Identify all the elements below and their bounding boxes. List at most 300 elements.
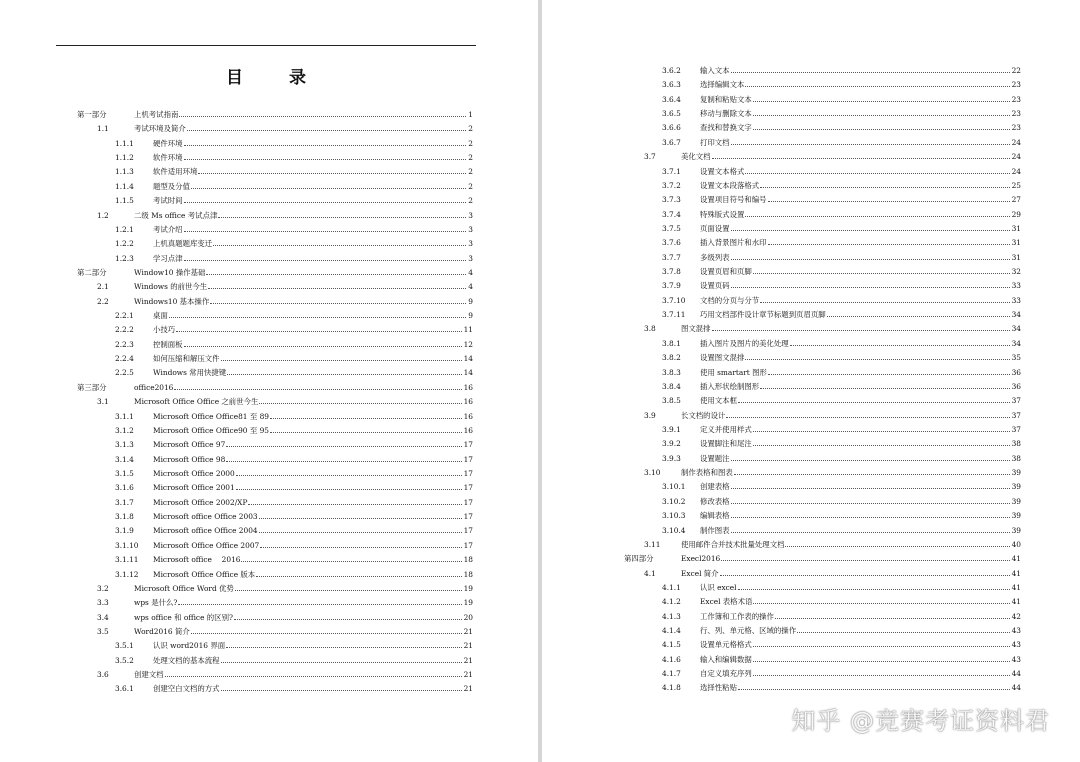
toc-entry[interactable] xyxy=(77,566,473,579)
toc-entry[interactable] xyxy=(624,407,1021,420)
toc-entry-page: 44 xyxy=(1011,683,1021,693)
toc-entry[interactable] xyxy=(624,435,1021,448)
toc-leader-dots xyxy=(259,532,462,533)
toc-entry-title: Microsoft office Office 2003 xyxy=(153,512,258,522)
toc-entry-number: 3.1.10 xyxy=(115,540,139,550)
toc-leader-dots xyxy=(208,288,466,289)
toc-entry-number: 4.1.4 xyxy=(662,626,681,636)
toc-entry[interactable] xyxy=(77,522,473,535)
toc-leader-dots xyxy=(213,245,466,246)
toc-entry[interactable] xyxy=(77,551,473,564)
toc-leader-dots xyxy=(184,260,467,261)
toc-entry[interactable] xyxy=(624,320,1021,333)
toc-entry[interactable] xyxy=(624,651,1021,664)
toc-entry-title: 设置单元格格式 xyxy=(700,640,752,650)
toc-entry-page: 35 xyxy=(1011,353,1021,363)
toc-leader-dots xyxy=(270,432,462,433)
toc-entry[interactable] xyxy=(77,680,473,693)
toc-leader-dots xyxy=(745,359,1009,360)
toc-entry-page: 39 xyxy=(1011,511,1021,521)
toc-entry[interactable] xyxy=(624,536,1021,549)
toc-entry[interactable] xyxy=(624,593,1021,606)
toc-entry[interactable] xyxy=(77,379,473,392)
toc-entry-page: 19 xyxy=(463,583,473,593)
toc-leader-dots xyxy=(184,159,467,160)
toc-entry-number: 3.7.11 xyxy=(662,310,686,320)
toc-entry-title: 行、列、单元格、区域的操作 xyxy=(700,626,797,636)
toc-entry-title: Microsoft Office 2001 xyxy=(153,483,235,493)
toc-entry-title: 自定义填充序列 xyxy=(700,669,752,679)
toc-entry[interactable] xyxy=(624,550,1021,563)
toc-entry-title: 创建表格 xyxy=(700,482,730,492)
toc-leader-dots xyxy=(270,418,462,419)
toc-entry-number: 3.10 xyxy=(644,468,661,478)
toc-leader-dots xyxy=(721,560,1009,561)
toc-entry-title: 设置页眉和页脚 xyxy=(700,267,752,277)
toc-leader-dots xyxy=(734,474,1010,475)
toc-entry-page: 31 xyxy=(1011,252,1021,262)
toc-entry-page: 17 xyxy=(463,540,473,550)
toc-entry-title: 设置页码 xyxy=(700,281,730,291)
toc-entry-number: 3.4 xyxy=(97,612,109,622)
toc-leader-dots xyxy=(234,619,462,620)
toc-entry[interactable] xyxy=(77,321,473,334)
toc-entry[interactable] xyxy=(624,392,1021,405)
toc-entry-title: 使用文本框 xyxy=(700,396,737,406)
toc-entry[interactable] xyxy=(77,250,473,263)
toc-entry[interactable] xyxy=(624,507,1021,520)
toc-entry-title: Microsoft Office 2002/XP xyxy=(153,497,248,507)
toc-entry-title: 多级列表 xyxy=(700,252,730,262)
toc-entry-title: 二级 Ms office 考试点津 xyxy=(134,210,218,220)
toc-leader-dots xyxy=(768,244,1010,245)
toc-leader-dots xyxy=(827,316,1010,317)
toc-entry-page: 25 xyxy=(1011,180,1021,190)
toc-entry[interactable] xyxy=(624,464,1021,477)
toc-entry-title: Word2016 简介 xyxy=(134,626,190,636)
toc-entry-page: 21 xyxy=(463,626,473,636)
toc-entry-number: 4.1.2 xyxy=(662,597,681,607)
toc-entry[interactable] xyxy=(77,465,473,478)
toc-entry-page: 43 xyxy=(1011,626,1021,636)
toc-entry-title: 查找和替换文字 xyxy=(700,123,752,133)
toc-entry-page: 4 xyxy=(468,267,473,277)
toc-entry-page: 2 xyxy=(468,167,473,177)
toc-entry-title: 设置脚注和尾注 xyxy=(700,439,752,449)
toc-entry-number: 3.6.4 xyxy=(662,94,681,104)
toc-entry-number: 3.9.2 xyxy=(662,439,681,449)
toc-entry-number: 1.1 xyxy=(97,124,109,134)
toc-entry-page: 37 xyxy=(1011,396,1021,406)
toc-entry[interactable] xyxy=(624,421,1021,434)
toc-entry-title: Microsoft Office Office 之前世今生 xyxy=(134,397,259,407)
toc-entry[interactable] xyxy=(624,119,1021,132)
toc-entry-title: 巧用文档部件设计章节标题到页眉页脚 xyxy=(700,310,826,320)
toc-entry-number: 3.1.11 xyxy=(115,555,139,565)
toc-entry[interactable] xyxy=(624,565,1021,578)
toc-leader-dots xyxy=(731,72,1010,73)
toc-entry-title: 题型及分值 xyxy=(153,181,190,191)
toc-entry-page: 41 xyxy=(1011,582,1021,592)
toc-entry[interactable] xyxy=(624,62,1021,75)
toc-entry-page: 29 xyxy=(1011,209,1021,219)
toc-entry-number: 3.5 xyxy=(97,626,109,636)
toc-entry[interactable] xyxy=(624,579,1021,592)
toc-leader-dots xyxy=(176,331,461,332)
toc-entry-number: 3.9.1 xyxy=(662,425,681,434)
toc-entry-number: 1.2.1 xyxy=(115,224,134,234)
toc-entry-page: 43 xyxy=(1011,654,1021,664)
toc-entry-title: 上机真题题库变迁 xyxy=(153,239,213,249)
toc-entry-title: 图文混排 xyxy=(681,324,711,334)
toc-entry[interactable] xyxy=(624,364,1021,377)
toc-entry[interactable] xyxy=(624,249,1021,262)
toc-entry-page: 44 xyxy=(1011,669,1021,679)
toc-entry-page: 17 xyxy=(463,440,473,450)
toc-entry-page: 17 xyxy=(463,497,473,507)
toc-leader-dots xyxy=(174,389,461,390)
toc-entry-number: 3.7.8 xyxy=(662,267,681,277)
toc-entry-title: Microsoft Office Word 优势 xyxy=(134,583,234,593)
toc-entry-number: 3.10.4 xyxy=(662,525,686,535)
toc-entry-number: 3.6.2 xyxy=(662,66,681,75)
watermark-text: 知乎 @竞赛考证资料君 xyxy=(791,707,1050,735)
toc-entry[interactable] xyxy=(624,206,1021,219)
toc-entry-title: Windows 常用快捷键 xyxy=(153,368,227,378)
toc-entry-title: 如何压缩和解压文件 xyxy=(153,354,220,364)
toc-leader-dots xyxy=(260,547,461,548)
toc-entry-title: 控制面板 xyxy=(153,339,183,349)
toc-entry[interactable] xyxy=(624,478,1021,491)
toc-entry-number: 3.6.3 xyxy=(662,80,681,90)
toc-leader-dots xyxy=(745,216,1009,217)
toc-entry-number: 2.2.2 xyxy=(115,325,134,335)
toc-leader-dots xyxy=(785,546,1009,547)
toc-entry-page: 33 xyxy=(1011,295,1021,305)
toc-entry-title: 软件适用环境 xyxy=(153,167,198,177)
toc-entry[interactable] xyxy=(624,105,1021,118)
toc-leader-dots xyxy=(259,518,462,519)
toc-entry-number: 2.1 xyxy=(97,282,109,292)
toc-entry-page: 24 xyxy=(1011,166,1021,176)
toc-entry-number: 3.1.9 xyxy=(115,526,134,536)
toc-entry[interactable] xyxy=(624,234,1021,247)
toc-leader-dots xyxy=(179,116,466,117)
toc-entry[interactable] xyxy=(624,220,1021,233)
toc-entry-number: 2.2 xyxy=(97,296,109,306)
toc-entry-page: 16 xyxy=(463,411,473,421)
toc-leader-dots xyxy=(726,417,1009,418)
toc-entry-number: 3.6.1 xyxy=(115,684,134,694)
toc-entry-number: 3.8.4 xyxy=(662,381,681,391)
toc-entry[interactable] xyxy=(77,293,473,306)
toc-entry[interactable] xyxy=(77,508,473,521)
toc-entry-title: Excel 表格术语 xyxy=(700,597,753,607)
toc-entry-number: 2.2.5 xyxy=(115,368,134,378)
toc-entry[interactable] xyxy=(624,349,1021,362)
toc-entry-page: 21 xyxy=(463,670,473,680)
toc-entry[interactable] xyxy=(77,436,473,449)
toc-entry-title: 编辑表格 xyxy=(700,511,730,521)
toc-leader-dots xyxy=(184,202,467,203)
toc-entry[interactable] xyxy=(624,622,1021,635)
toc-entry-page: 17 xyxy=(463,526,473,536)
toc-entry-title: 打印文档 xyxy=(700,137,730,147)
toc-entry-page: 42 xyxy=(1011,611,1021,621)
toc-entry-title: 插入图片及图片的美化处理 xyxy=(700,338,789,348)
toc-entry-page: 34 xyxy=(1011,324,1021,334)
toc-entry[interactable] xyxy=(77,350,473,363)
toc-entry[interactable] xyxy=(77,666,473,679)
toc-entry-title: 美化文档 xyxy=(681,152,711,162)
toc-entry-page: 1 xyxy=(468,110,473,119)
toc-leader-dots xyxy=(753,115,1010,116)
toc-entry[interactable] xyxy=(624,292,1021,305)
toc-entry-title: 制作表格和图表 xyxy=(681,468,733,478)
toc-entry[interactable] xyxy=(624,665,1021,678)
toc-entry-number: 4.1.8 xyxy=(662,683,681,693)
toc-entry-number: 3.1.4 xyxy=(115,454,134,464)
toc-entry-title: office2016 xyxy=(134,382,174,392)
toc-entry-title: 制作图表 xyxy=(700,525,730,535)
toc-entry-title: 创建文档 xyxy=(134,670,164,680)
toc-entry-page: 9 xyxy=(468,311,473,321)
toc-leader-dots xyxy=(731,144,1010,145)
toc-entry-title: 长文档的设计 xyxy=(681,410,726,420)
toc-entry[interactable] xyxy=(77,278,473,291)
toc-entry-title: 桌面 xyxy=(153,311,168,321)
toc-entry-number: 3.1.3 xyxy=(115,440,134,450)
toc-entry-number: 1.1.1 xyxy=(115,138,134,148)
toc-entry[interactable] xyxy=(77,451,473,464)
toc-entry-page: 2 xyxy=(468,138,473,148)
toc-entry[interactable] xyxy=(77,207,473,220)
toc-leader-dots xyxy=(738,689,1010,690)
toc-entry-number: 3.8 xyxy=(644,324,656,334)
toc-entry-number: 第二部分 xyxy=(77,267,107,277)
toc-entry[interactable] xyxy=(77,149,473,162)
toc-entry-page: 18 xyxy=(463,569,473,579)
toc-leader-dots xyxy=(720,575,1010,576)
toc-entry[interactable] xyxy=(624,608,1021,621)
toc-entry-number: 3.6 xyxy=(97,670,109,680)
toc-entry[interactable] xyxy=(624,177,1021,190)
toc-entry-number: 3.7.1 xyxy=(662,166,681,176)
toc-entry[interactable] xyxy=(624,493,1021,506)
toc-entry[interactable] xyxy=(77,235,473,248)
toc-entry[interactable] xyxy=(77,494,473,507)
toc-entry-page: 23 xyxy=(1011,94,1021,104)
toc-entry[interactable] xyxy=(624,134,1021,147)
toc-entry-page: 14 xyxy=(463,368,473,378)
toc-leader-dots xyxy=(712,158,1010,159)
toc-leader-dots xyxy=(731,503,1010,504)
toc-entry-page: 21 xyxy=(463,684,473,694)
toc-entry[interactable] xyxy=(77,307,473,320)
toc-entry-page: 32 xyxy=(1011,267,1021,277)
toc-entry-title: Execl2016 xyxy=(681,554,721,564)
toc-entry-number: 3.5.1 xyxy=(115,641,134,651)
toc-entry-page: 17 xyxy=(463,469,473,478)
toc-leader-dots xyxy=(731,488,1010,489)
toc-entry[interactable] xyxy=(77,364,473,377)
toc-entry-title: 学习点津 xyxy=(153,253,183,263)
toc-entry-page: 33 xyxy=(1011,281,1021,291)
toc-entry-page: 2 xyxy=(468,153,473,163)
toc-leader-dots xyxy=(227,374,461,375)
toc-entry-number: 3.10.3 xyxy=(662,511,686,521)
toc-entry[interactable] xyxy=(77,163,473,176)
toc-entry-page: 19 xyxy=(463,598,473,608)
toc-entry-page: 2 xyxy=(468,196,473,206)
toc-entry[interactable] xyxy=(624,163,1021,176)
toc-entry-number: 2.2.4 xyxy=(115,354,134,364)
toc-entry-number: 3.1.6 xyxy=(115,483,134,493)
toc-leader-dots xyxy=(768,201,1010,202)
toc-entry-number: 3.8.2 xyxy=(662,353,681,363)
toc-entry-page: 40 xyxy=(1011,539,1021,549)
toc-entry-number: 4.1.3 xyxy=(662,611,681,621)
toc-entry[interactable] xyxy=(624,191,1021,204)
toc-entry-page: 16 xyxy=(463,425,473,435)
toc-entry-page: 17 xyxy=(463,454,473,464)
toc-entry-number: 3.1.7 xyxy=(115,497,134,507)
toc-entry[interactable] xyxy=(624,450,1021,463)
toc-entry[interactable] xyxy=(624,636,1021,649)
toc-leader-dots xyxy=(753,445,1010,446)
toc-entry[interactable] xyxy=(77,106,473,119)
toc-entry-page: 12 xyxy=(463,339,473,349)
toc-entry-page: 36 xyxy=(1011,381,1021,391)
toc-entry[interactable] xyxy=(624,148,1021,161)
toc-leader-dots xyxy=(745,173,1009,174)
toc-entry-title: Microsoft Office Office81 至 89 xyxy=(153,411,269,421)
toc-entry[interactable] xyxy=(77,479,473,492)
toc-entry[interactable] xyxy=(77,422,473,435)
toc-entry-number: 1.2.3 xyxy=(115,253,134,263)
toc-entry-page: 2 xyxy=(468,124,473,134)
toc-entry-page: 3 xyxy=(468,253,473,263)
toc-entry-title: wps 是什么? xyxy=(134,598,178,608)
toc-entry[interactable] xyxy=(77,264,473,277)
toc-entry[interactable] xyxy=(77,652,473,665)
toc-entry[interactable] xyxy=(624,263,1021,276)
toc-leader-dots xyxy=(712,330,1010,331)
toc-entry-title: 设置文本格式 xyxy=(700,166,745,176)
toc-leader-dots xyxy=(235,590,462,591)
toc-entry-title: 工作簿和工作表的操作 xyxy=(700,611,774,621)
toc-entry-title: 输入和编辑数据 xyxy=(700,654,752,664)
header-rule xyxy=(56,45,476,46)
toc-entry-number: 2.2.1 xyxy=(115,311,134,321)
toc-entry-title: 使用邮件合并技术批量处理文档 xyxy=(681,539,785,549)
toc-entry-title: 硬件环境 xyxy=(153,138,183,148)
toc-entry[interactable] xyxy=(77,192,473,205)
toc-entry-number: 2.2.3 xyxy=(115,339,134,349)
toc-entry-title: 考试介绍 xyxy=(153,224,183,234)
toc-entry-number: 3.9.3 xyxy=(662,453,681,463)
toc-entry-page: 39 xyxy=(1011,496,1021,506)
toc-entry-number: 4.1.6 xyxy=(662,654,681,664)
toc-entry[interactable] xyxy=(77,178,473,191)
toc-entry-title: 小技巧 xyxy=(153,325,176,335)
toc-entry-title: 考试时间 xyxy=(153,196,183,206)
toc-entry-title: Microsoft Office Office 版本 xyxy=(153,569,256,579)
toc-entry-number: 3.6.6 xyxy=(662,123,681,133)
toc-entry-number: 3.7 xyxy=(644,152,656,162)
toc-entry[interactable] xyxy=(77,393,473,406)
toc-entry[interactable] xyxy=(624,522,1021,535)
toc-entry-page: 23 xyxy=(1011,123,1021,133)
toc-title-char-1: 目 xyxy=(226,68,243,88)
toc-leader-dots xyxy=(745,86,1009,87)
toc-entry[interactable] xyxy=(77,609,473,622)
toc-leader-dots xyxy=(753,431,1010,432)
toc-leader-dots xyxy=(775,618,1010,619)
toc-entry[interactable] xyxy=(77,594,473,607)
toc-entry-title: 特殊版式设置 xyxy=(700,209,745,219)
toc-page-right xyxy=(542,0,1080,762)
toc-leader-dots xyxy=(753,101,1010,102)
toc-entry-title: 修改表格 xyxy=(700,496,730,506)
toc-leader-dots xyxy=(753,273,1010,274)
toc-entry[interactable] xyxy=(77,623,473,636)
toc-entry[interactable] xyxy=(77,120,473,133)
toc-leader-dots xyxy=(760,388,1009,389)
toc-entry-number: 3.7.4 xyxy=(662,209,681,219)
toc-entry-number: 4.1.1 xyxy=(662,582,681,592)
toc-entry-title: Windows 的前世今生 xyxy=(134,282,208,292)
toc-entry[interactable] xyxy=(624,679,1021,692)
toc-leader-dots xyxy=(256,576,461,577)
toc-entry[interactable] xyxy=(77,336,473,349)
toc-entry-page: 17 xyxy=(463,483,473,493)
toc-leader-dots xyxy=(797,632,1010,633)
toc-entry-title: 文档的分页与分节 xyxy=(700,295,760,305)
toc-entry[interactable] xyxy=(624,378,1021,391)
toc-entry[interactable] xyxy=(624,306,1021,319)
toc-entry-page: 31 xyxy=(1011,238,1021,248)
toc-entry[interactable] xyxy=(77,537,473,550)
toc-entry-title: 选择编辑文本 xyxy=(700,80,745,90)
toc-entry-page: 27 xyxy=(1011,195,1021,205)
toc-entry[interactable] xyxy=(77,221,473,234)
toc-leader-dots xyxy=(790,345,1010,346)
toc-entry[interactable] xyxy=(77,135,473,148)
toc-entry-number: 3.11 xyxy=(644,539,661,549)
toc-entry-title: Microsoft Office 2000 xyxy=(153,469,235,478)
toc-entry-number: 3.6.7 xyxy=(662,137,681,147)
toc-entry[interactable] xyxy=(624,277,1021,290)
toc-entry[interactable] xyxy=(77,580,473,593)
toc-entry-title: 设置题注 xyxy=(700,453,730,463)
toc-entry-number: 4.1.5 xyxy=(662,640,681,650)
toc-leader-dots xyxy=(753,675,1010,676)
toc-entry-number: 第一部分 xyxy=(77,110,107,119)
toc-entry[interactable] xyxy=(624,91,1021,104)
toc-entry[interactable] xyxy=(624,76,1021,89)
toc-entry[interactable] xyxy=(624,335,1021,348)
toc-entry[interactable] xyxy=(77,637,473,650)
toc-entry[interactable] xyxy=(77,408,473,421)
toc-entry-number: 3.1.5 xyxy=(115,469,134,478)
toc-leader-dots xyxy=(248,504,461,505)
toc-leader-dots xyxy=(731,517,1010,518)
toc-entry-title: Excel 简介 xyxy=(681,568,719,578)
toc-leader-dots xyxy=(753,129,1010,130)
toc-entry-page: 37 xyxy=(1011,410,1021,420)
toc-leader-dots xyxy=(210,303,466,304)
